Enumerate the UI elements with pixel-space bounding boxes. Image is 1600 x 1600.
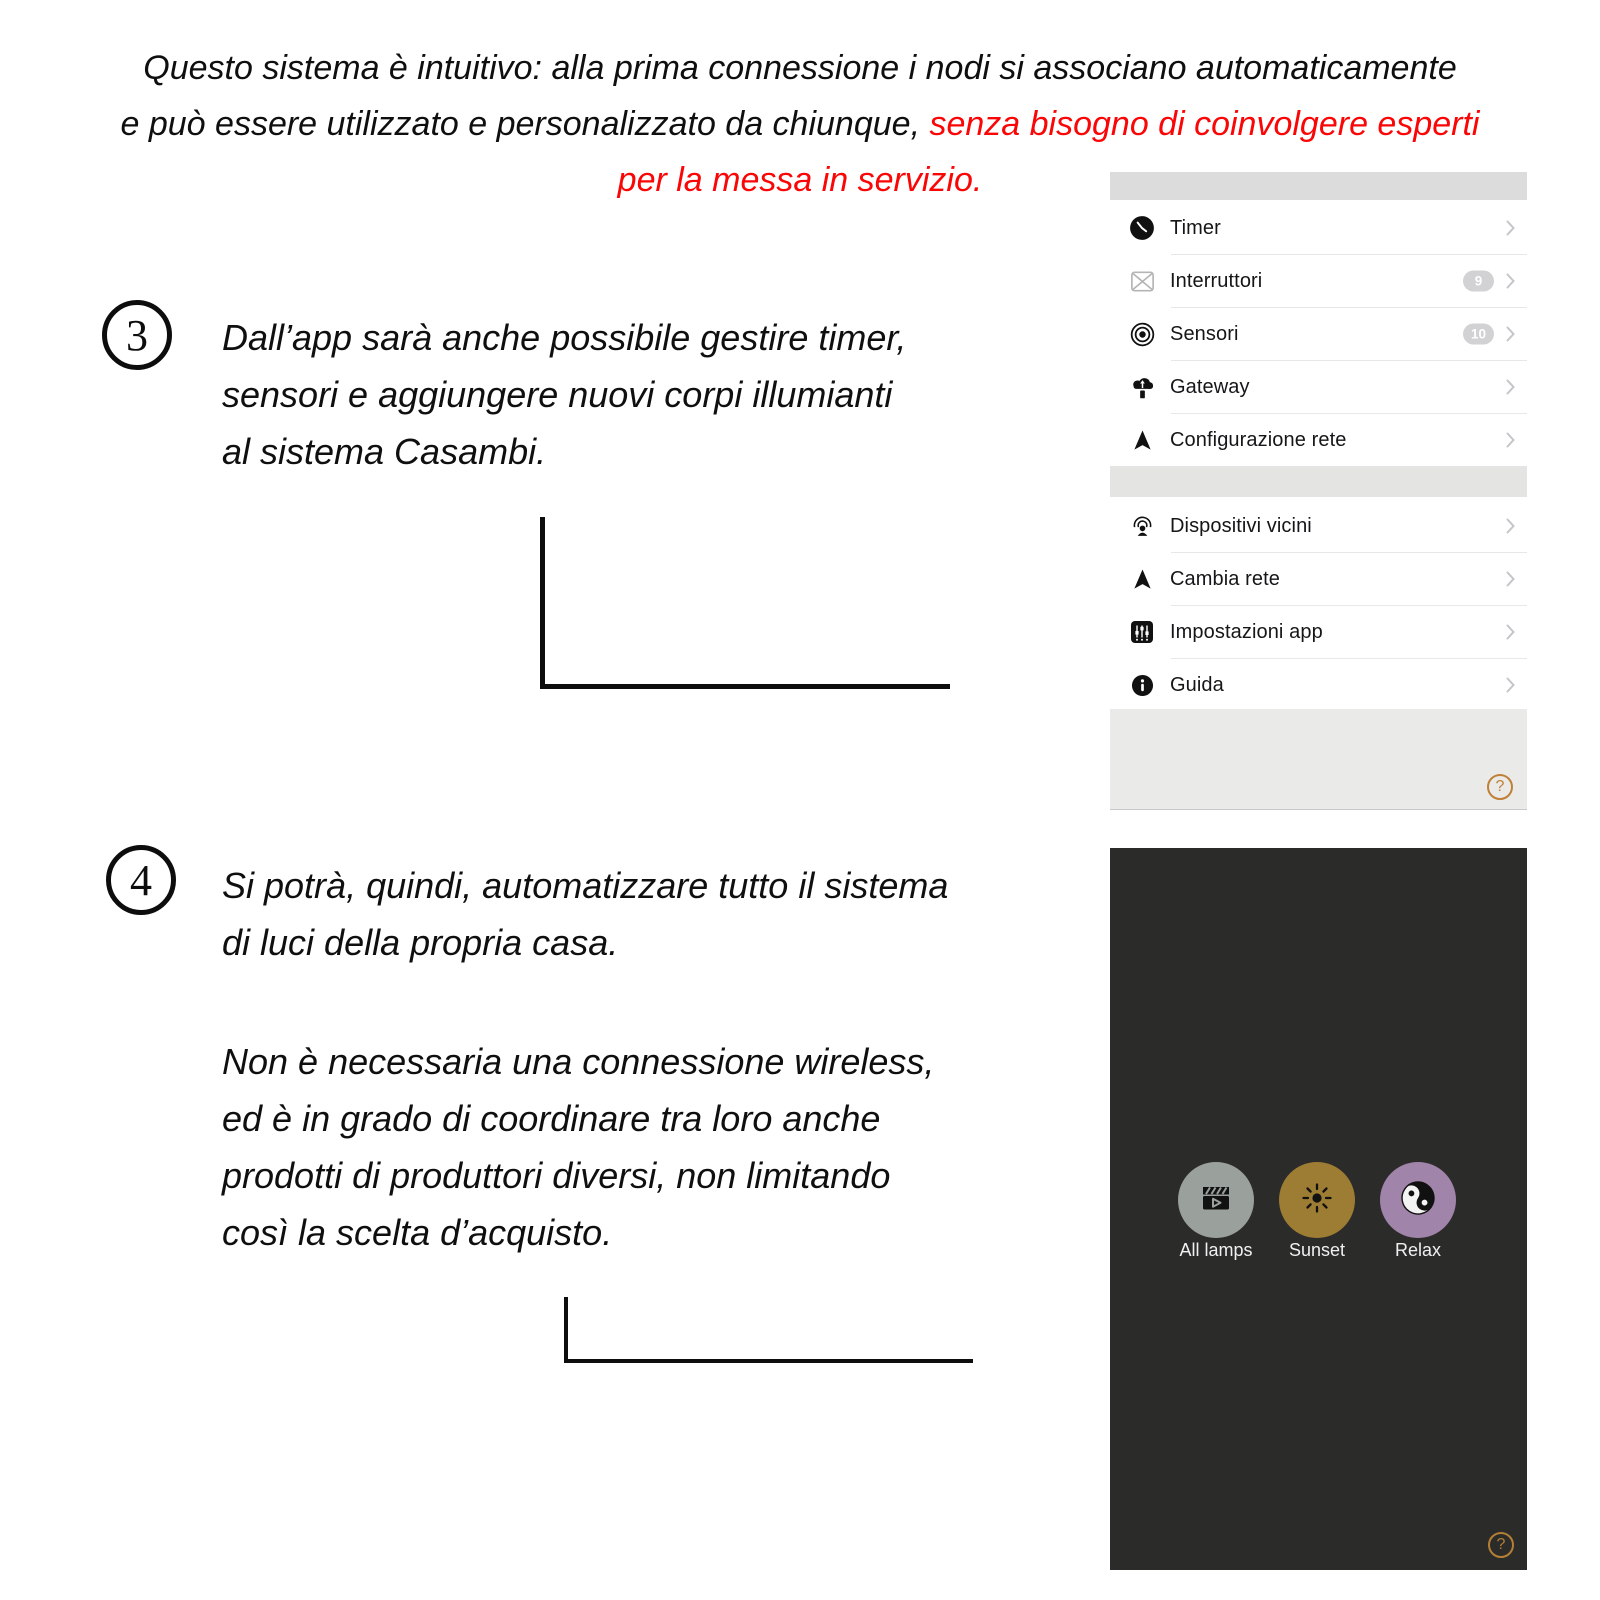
menu-item-configurazione-rete[interactable] <box>1110 414 1527 466</box>
menu-item-cambia-rete[interactable] <box>1110 553 1527 605</box>
connector-line-step3-horizontal <box>540 684 950 689</box>
menu-item-label: Gateway <box>1170 375 1250 398</box>
menu-item-label: Sensori <box>1170 322 1239 345</box>
chevron-right-icon <box>1506 571 1515 587</box>
sun-icon <box>1297 1178 1337 1223</box>
chevron-right-icon <box>1506 518 1515 534</box>
menu-item-label: Impostazioni app <box>1170 620 1323 643</box>
intro-red-text: senza bisogno di coinvolgere esperti <box>920 105 1480 143</box>
clapperboard-play-icon <box>1196 1178 1236 1223</box>
step-3-number-circle <box>102 300 172 370</box>
network-arrow-icon <box>1129 429 1155 452</box>
sensor-icon <box>1129 322 1155 347</box>
step-4-paragraph-1: Si potrà, quindi, automatizzare tutto il sistema di luci della propria casa. <box>222 865 949 963</box>
scene-button-all-lamps[interactable] <box>1178 1162 1254 1238</box>
chevron-right-icon <box>1506 220 1515 236</box>
menu-section-separator-band <box>1110 466 1527 497</box>
menu-item-interruttori[interactable] <box>1110 255 1527 307</box>
menu-item-impostazioni-app[interactable] <box>1110 606 1527 658</box>
intro-line-2: e può essere utilizzato e personalizzato da chiunque, senza bisogno di coinvolgere esperti <box>120 105 1480 143</box>
menu-item-label: Cambia rete <box>1170 567 1281 590</box>
timer-clock-icon <box>1129 215 1155 241</box>
network-arrow-icon <box>1129 568 1155 591</box>
menu-item-dispositivi-vicini[interactable] <box>1110 500 1527 552</box>
connector-line-step4-vertical <box>564 1297 568 1363</box>
count-badge: 9 <box>1463 271 1494 292</box>
help-button[interactable] <box>1487 774 1513 800</box>
chevron-right-icon <box>1506 432 1515 448</box>
step-4-number: 4 <box>130 855 152 905</box>
step-4-number-circle <box>106 845 176 915</box>
chevron-right-icon <box>1506 273 1515 289</box>
menu-item-label: Guida <box>1170 673 1224 696</box>
connector-line-step4-horizontal <box>564 1359 973 1363</box>
chevron-right-icon <box>1506 326 1515 342</box>
chevron-right-icon <box>1506 624 1515 640</box>
question-mark-icon: ? <box>1496 1536 1506 1553</box>
step-3-number: 3 <box>126 310 148 360</box>
menu-item-label: Dispositivi vicini <box>1170 514 1312 537</box>
menu-item-label: Timer <box>1170 216 1221 239</box>
menu-item-timer[interactable] <box>1110 202 1527 254</box>
menu-item-sensori[interactable] <box>1110 308 1527 360</box>
nearby-devices-icon <box>1129 514 1155 539</box>
info-icon <box>1129 674 1155 697</box>
chevron-right-icon <box>1506 677 1515 693</box>
menu-item-guida[interactable] <box>1110 659 1527 711</box>
yin-yang-icon <box>1398 1178 1438 1223</box>
intro-line-3: per la messa in servizio. <box>617 161 983 199</box>
menu-item-gateway[interactable] <box>1110 361 1527 413</box>
scene-label: Sunset <box>1288 1240 1346 1260</box>
chevron-right-icon <box>1506 379 1515 395</box>
menu-header-band <box>1110 172 1527 200</box>
menu-footer-band <box>1110 709 1527 809</box>
gateway-cloud-icon <box>1129 374 1155 401</box>
switch-icon <box>1129 270 1155 293</box>
scene-button-sunset[interactable] <box>1279 1162 1355 1238</box>
step-4-paragraph-2: Non è necessaria una connessione wireless, ed è in grado di coordinare tra loro anche prodotti di produttori diversi, non limitando così la scelta d’acquisto. <box>222 1041 935 1253</box>
question-mark-icon: ? <box>1495 778 1505 795</box>
intro-line-1: Questo sistema è intuitivo: alla prima connessione i nodi si associano automaticamente <box>143 49 1457 87</box>
app-menu-screenshot <box>1110 172 1527 810</box>
menu-item-label: Configurazione rete <box>1170 428 1347 451</box>
scene-label: Relax <box>1394 1240 1442 1260</box>
scene-button-relax[interactable] <box>1380 1162 1456 1238</box>
scene-label: All lamps <box>1179 1240 1253 1260</box>
connector-line-step3-vertical <box>540 517 545 689</box>
help-button[interactable] <box>1488 1532 1514 1558</box>
app-scenes-screenshot <box>1110 848 1527 1570</box>
step-3-text: Dall’app sarà anche possibile gestire timer, sensori e aggiungere nuovi corpi illumianti al sistema Casambi. <box>222 317 907 472</box>
app-settings-sliders-icon <box>1129 620 1155 644</box>
menu-item-label: Interruttori <box>1170 269 1263 292</box>
count-badge: 10 <box>1463 324 1494 345</box>
